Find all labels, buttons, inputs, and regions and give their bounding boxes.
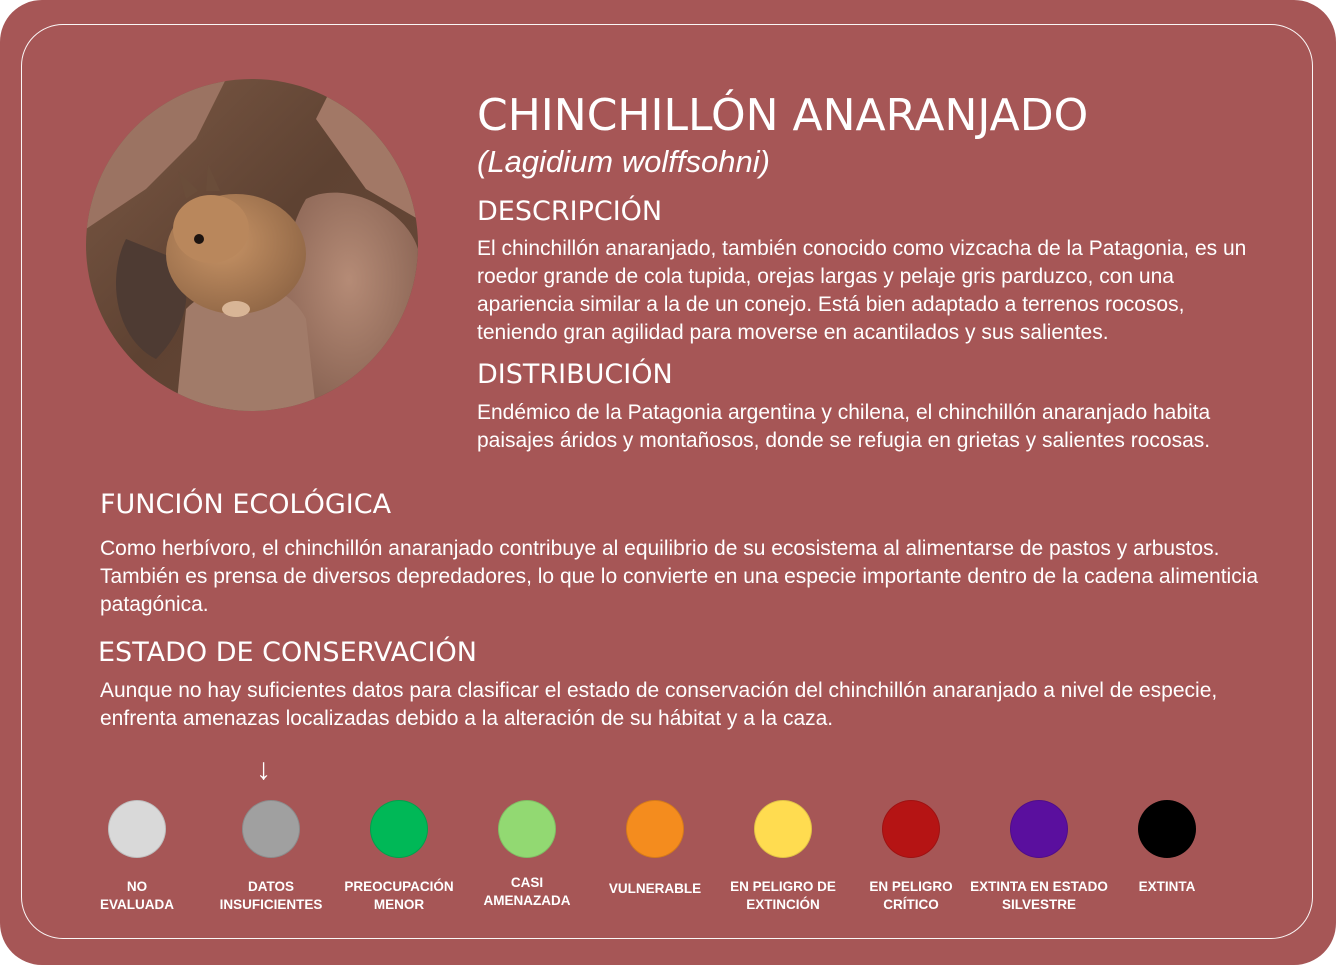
status-item-en-peligro-de-extincion <box>718 800 848 912</box>
status-dot <box>626 800 684 858</box>
ecological-role-text: Como herbívoro, el chinchillón anaranjado contribuye al equilibrio de su ecosistema al alimentarse de pastos y arbustos. También es prensa de diversos depredadores, lo que lo convierte en una especie importante dentro de la cadena alimenticia patagónica. <box>100 537 1259 616</box>
species-photo <box>86 79 418 411</box>
status-label: CASI AMENAZADA <box>483 875 571 908</box>
description-text: El chinchillón anaranjado, también conocido como vizcacha de la Patagonia, es un roedor grande de cola tupida, orejas largas y pelaje gris parduzco, con una apariencia similar a la de un conejo. Está bien adaptado a terrenos rocosos, teniendo gran agilidad para moverse en acantilados y sus salientes. <box>477 237 1247 344</box>
status-label: NO EVALUADA <box>100 879 174 912</box>
status-item-extinta-en-estado-silvestre <box>970 800 1108 912</box>
status-item-vulnerable <box>590 800 720 896</box>
description-heading: DESCRIPCIÓN <box>477 196 663 227</box>
status-label: EN PELIGRO DE EXTINCIÓN <box>730 879 836 912</box>
species-common-name: CHINCHILLÓN ANARANJADO <box>477 90 1089 141</box>
status-dot <box>108 800 166 858</box>
status-dot <box>498 800 556 858</box>
status-dot <box>1010 800 1068 858</box>
status-item-casi-amenazada <box>462 800 592 908</box>
distribution-heading: DISTRIBUCIÓN <box>477 359 673 390</box>
status-dot <box>242 800 300 858</box>
status-label: EXTINTA EN ESTADO SILVESTRE <box>970 879 1108 912</box>
status-item-no-evaluada <box>72 800 202 912</box>
status-item-preocupacion-menor <box>334 800 464 912</box>
status-label: PREOCUPACIÓN MENOR <box>344 879 454 912</box>
conservation-heading: ESTADO DE CONSERVACIÓN <box>98 637 477 668</box>
status-label: EXTINTA <box>1138 879 1196 894</box>
status-dot <box>370 800 428 858</box>
status-label: DATOS INSUFICIENTES <box>219 879 323 912</box>
distribution-text: Endémico de la Patagonia argentina y chilena, el chinchillón anaranjado habita paisajes áridos y montañosos, donde se refugia en grietas y salientes rocosas. <box>477 401 1211 452</box>
status-dot <box>754 800 812 858</box>
conservation-text: Aunque no hay suficientes datos para clasificar el estado de conservación del chinchillón anaranjado a nivel de especie, enfrenta amenazas localizadas debido a la alteración de su hábitat y a la caza. <box>100 679 1218 730</box>
status-item-en-peligro-critico <box>846 800 976 912</box>
status-item-extinta <box>1102 800 1232 894</box>
ecological-role-heading: FUNCIÓN ECOLÓGICA <box>100 489 392 520</box>
status-item-datos-insuficientes <box>206 800 336 912</box>
status-label: EN PELIGRO CRÍTICO <box>869 879 953 912</box>
status-dot <box>1138 800 1196 858</box>
status-label: VULNERABLE <box>608 881 702 896</box>
status-indicator-arrow-icon: ↓ <box>256 753 271 786</box>
species-scientific-name: (Lagidium wolffsohni) <box>477 144 770 179</box>
status-dot <box>882 800 940 858</box>
